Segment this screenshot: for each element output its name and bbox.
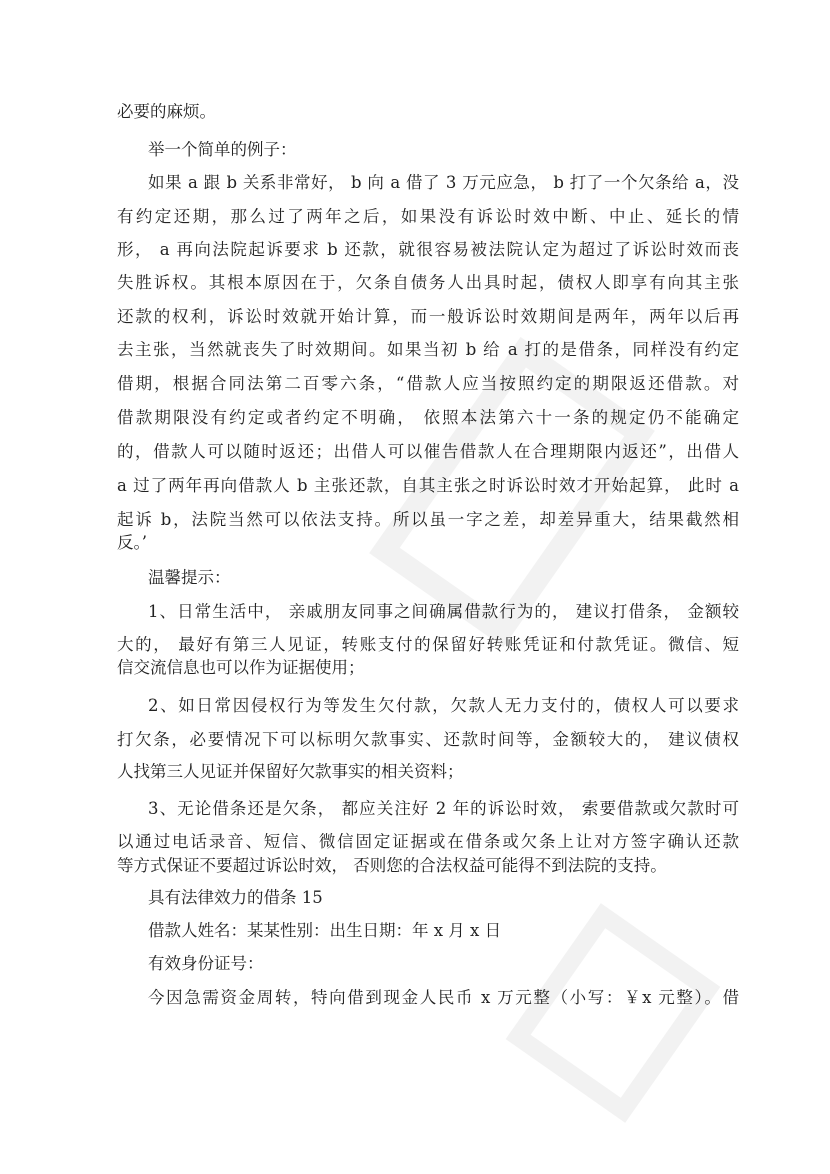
paragraph-line: 借款期限没有约定或者约定不明确， 依照本法第六十一条的规定仍不能确定 <box>117 408 739 427</box>
paragraph-line: 起诉 b，法院当然可以依法支持。所以虽一字之差，却差异重大，结果截然相 <box>117 510 739 529</box>
paragraph-line: 以通过电话录音、短信、微信固定证据或在借条或欠条上让对方签字确认还款 <box>117 832 739 851</box>
paragraph-line: 举一个简单的例子： <box>148 140 297 159</box>
paragraph-line: 有效身份证号： <box>148 954 264 973</box>
paragraph-line: 1、日常生活中， 亲戚朋友同事之间确属借款行为的， 建议打借条， 金额较 <box>148 602 739 621</box>
paragraph-line: 失胜诉权。其根本原因在于，欠条自债务人出具时起，债权人即享有向其主张 <box>117 273 739 292</box>
paragraph-line: 的，借款人可以随时返还；出借人可以催告借款人在合理期限内返还”，出借人 <box>117 442 739 461</box>
paragraph-line: 人找第三人见证并保留好欠款事实的相关资料； <box>117 762 464 781</box>
paragraph-line: 反。’ <box>117 533 147 552</box>
paragraph-line: 3、无论借条还是欠条， 都应关注好 2 年的诉讼时效， 索要借款或欠款时可 <box>148 799 739 818</box>
paragraph-line: 打欠条，必要情况下可以标明欠款事实、还款时间等，金额较大的， 建议债权 <box>117 730 739 749</box>
paragraph-line: 今因急需资金周转，特向借到现金人民币 x 万元整（小写：￥x 元整）。借 <box>148 988 739 1007</box>
paragraph-line: 必要的麻烦。 <box>117 102 216 121</box>
paragraph-line: 借期，根据合同法第二百零六条，“借款人应当按照约定的期限返还借款。对 <box>117 374 739 393</box>
paragraph-line: 等方式保证不要超过诉讼时效， 否则您的合法权益可能得不到法院的支持。 <box>117 856 667 875</box>
paragraph-line: 如果 a 跟 b 关系非常好， b 向 a 借了 3 万元应急， b 打了一个欠条给 a，没 <box>148 173 739 192</box>
paragraph-line: 借款人姓名：某某性别：出生日期：年 x 月 x 日 <box>148 921 502 940</box>
paragraph-line: 形， a 再向法院起诉要求 b 还款，就很容易被法院认定为超过了诉讼时效而丧 <box>117 240 739 259</box>
section-heading: 温馨提示： <box>148 568 231 587</box>
paragraph-line: 2、如日常因侵权行为等发生欠付款，欠款人无力支付的，债权人可以要求 <box>148 696 739 715</box>
paragraph-line: 大的， 最好有第三人见证，转账支付的保留好转账凭证和付款凭证。微信、短 <box>117 635 739 654</box>
paragraph-line: 去主张，当然就丧失了时效期间。如果当初 b 给 a 打的是借条，同样没有约定 <box>117 340 739 359</box>
paragraph-line: 还款的权利，诉讼时效就开始计算，而一般诉讼时效期间是两年，两年以后再 <box>117 307 739 326</box>
paragraph-line: 信交流信息也可以作为证据使用； <box>117 658 365 677</box>
section-heading: 具有法律效力的借条 15 <box>148 888 323 907</box>
paragraph-line: 有约定还期，那么过了两年之后，如果没有诉讼时效中断、中止、延长的情 <box>117 207 739 226</box>
paragraph-line: a 过了两年再向借款人 b 主张还款，自其主张之时诉讼时效才开始起算， 此时 a <box>117 476 739 495</box>
